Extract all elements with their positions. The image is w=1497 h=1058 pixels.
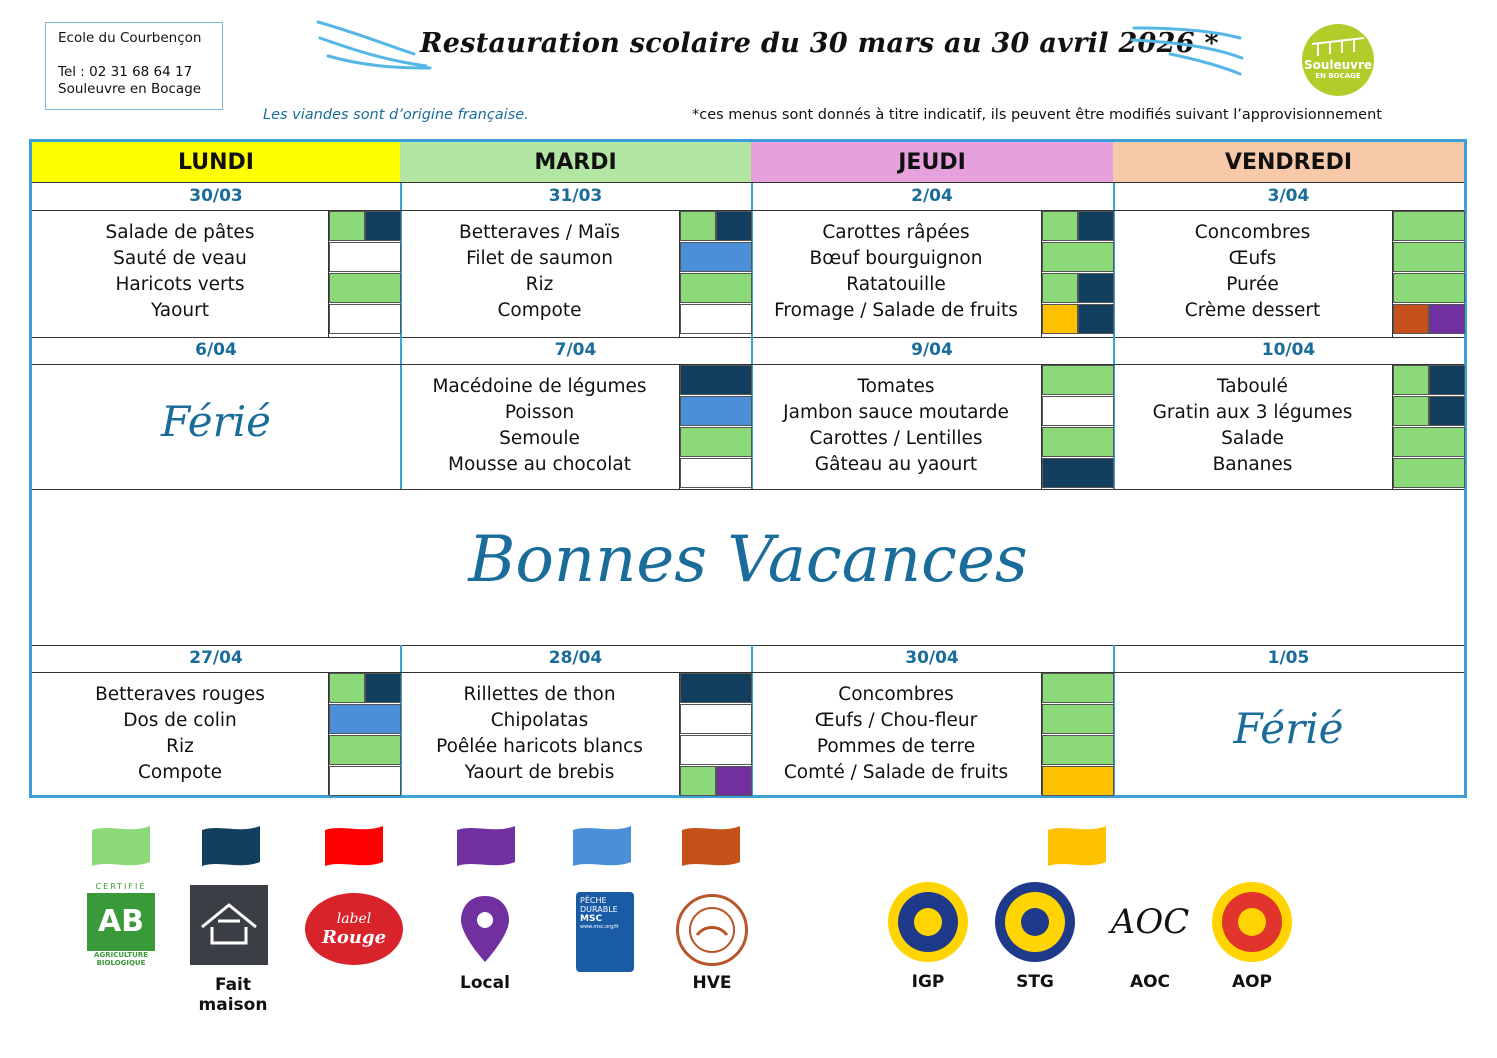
label-column [1392,210,1465,337]
seal-emblem [888,882,968,962]
day-header-mardi: MARDI [400,142,753,183]
label-bio [1393,427,1465,457]
label-column [1041,364,1114,489]
label-local [1429,304,1465,334]
dish-item: Crème dessert [1184,300,1321,321]
school-phone: Tel : 02 31 68 64 17 [58,64,193,80]
dish-item: Fromage / Salade de fruits [774,300,1018,321]
hve-label: HVE [692,973,732,993]
label-rouge-text-1: label [336,911,372,927]
label-bio [1042,211,1078,241]
menu-date: 3/04 [1113,183,1464,211]
msc-text-durable: DURABLE [580,905,618,914]
dish-item: Œufs [1228,248,1277,269]
aoc-seal-icon [1110,882,1190,962]
fait-maison-label: Fait maison [198,975,268,1015]
label-bio [1042,673,1114,703]
label-bio [1042,704,1114,734]
menu-disclaimer: *ces menus sont donnés à titre indicatif, ils peuvent être modifiés suivant l’approvisionnement [692,107,1382,123]
label-bio [680,427,752,457]
msc-text-url: www.msc.org/fr [580,924,619,930]
souleuvre-logo [1302,24,1374,96]
dish-item: Chipolatas [490,710,589,731]
label-msc [329,704,401,734]
legend-flag-fait-maison [200,824,262,870]
seal-label-aop: AOP [1231,972,1273,992]
dish-item: Jambon sauce moutarde [783,402,1009,423]
label-column [328,672,401,795]
dish-item: Riz [166,736,194,757]
menu-cell-vendredi [1113,645,1464,795]
label-fait-maison [365,673,401,703]
label-bio [1393,365,1429,395]
seal-emblem [1212,882,1292,962]
dish-item: Filet de saumon [466,248,613,269]
menu-date: 10/04 [1113,337,1464,365]
dish-item: Salade de pâtes [105,222,255,243]
stg-seal-icon [995,882,1075,962]
legend-flag-label-rouge [323,824,385,870]
seal-label-stg: STG [1016,972,1054,992]
legend-flag-msc [571,824,633,870]
holiday-ferie: Férié [1233,703,1344,753]
label-msc [680,396,752,426]
dish-item: Betteraves / Maïs [459,222,620,243]
dish-item: Poisson [504,402,575,423]
label-bio [1042,242,1114,272]
hve-seal-icon [676,894,748,966]
menu-date: 30/03 [32,183,400,211]
dish-item: Concombres [838,684,954,705]
label-bio [1042,365,1114,395]
label-bio [1393,273,1465,303]
legend-flag-bio [90,824,152,870]
holiday-ferie: Férié [160,396,272,446]
menu-date: 28/04 [400,645,751,673]
day-header-lundi: LUNDI [32,142,402,183]
legend-flag-local [455,824,517,870]
label-hve [1393,304,1429,334]
logo-text-1: Souleuvre [1303,58,1373,72]
right-swirl-decoration [1130,24,1250,78]
legend-flag-quality [1046,824,1108,870]
school-contact-box [45,22,223,110]
label-column [1041,672,1114,795]
label-column [1392,364,1465,489]
label-empty [680,735,752,765]
dish-item: Taboulé [1217,376,1288,397]
menu-date: 6/04 [32,337,400,365]
label-msc [680,242,752,272]
label-igp-stg-aoc-aop [1042,766,1114,796]
menu-cell-lundi [32,183,402,337]
label-empty [1042,396,1114,426]
ab-certifie-text: CERTIFIÉ [95,882,147,891]
msc-peche-durable-icon [576,892,634,972]
label-fait-maison [680,673,752,703]
label-fait-maison [1429,396,1465,426]
week-separator [32,489,1464,490]
menu-cell-jeudi [751,645,1115,795]
legend-flag-hve [680,824,742,870]
label-empty [329,766,401,796]
label-bio [1393,211,1465,241]
label-bio [1042,427,1114,457]
dish-item: Gratin aux 3 légumes [1152,402,1353,423]
dish-item: Salade [1221,428,1284,449]
label-bio [680,766,716,796]
menu-cell-vendredi [1113,337,1464,489]
menu-cell-mardi [400,183,753,337]
msc-text-msc: MSC [580,914,603,924]
dish-item: Rillettes de thon [463,684,616,705]
label-column [679,210,752,337]
label-fait-maison [365,211,401,241]
label-empty [329,242,401,272]
msc-text-peche: PÊCHE [580,896,607,905]
label-column [679,364,752,489]
dish-item: Bœuf bourguignon [809,248,983,269]
dish-item: Ratatouille [846,274,946,295]
dish-item: Carottes râpées [822,222,970,243]
label-bio [1393,458,1465,488]
dish-item: Carottes / Lentilles [809,428,983,449]
dish-item: Macédoine de légumes [432,376,647,397]
dish-item: Dos de colin [123,710,237,731]
map-pin-shape [455,892,515,972]
day-header-jeudi: JEUDI [751,142,1115,183]
menu-date: 7/04 [400,337,751,365]
label-fait-maison [716,211,752,241]
menu-cell-lundi [32,337,402,489]
ab-logo-box: AB [87,893,155,951]
igp-seal-icon [888,882,968,962]
label-local [716,766,752,796]
menu-table [29,139,1467,798]
aop-seal-icon [1212,882,1292,962]
label-bio [1042,273,1078,303]
menu-cell-lundi [32,645,402,795]
menu-cell-mardi [400,337,753,489]
label-empty [680,704,752,734]
menu-date: 27/04 [32,645,400,673]
label-bio [329,735,401,765]
dish-item: Gâteau au yaourt [814,454,978,475]
label-fait-maison [1078,273,1114,303]
dish-item: Semoule [499,428,580,449]
menu-date: 31/03 [400,183,751,211]
dish-item: Compote [497,300,582,321]
label-igp-stg-aoc-aop [1042,304,1078,334]
menu-cell-jeudi [751,337,1115,489]
seal-emblem [995,882,1075,962]
local-label: Local [460,973,510,993]
dish-item: Poêlée haricots blancs [436,736,643,757]
contact-spacer [58,47,210,64]
dish-item: Pommes de terre [816,736,976,757]
hve-inner-icon [679,897,745,963]
vacation-banner: Bonnes Vacances [468,523,1028,597]
label-bio [329,673,365,703]
label-rouge-text-2: Rouge [321,927,387,948]
dish-item: Concombres [1194,222,1311,243]
aoc-seal-text: AOC [1110,902,1190,942]
label-bio [680,273,752,303]
label-fait-maison [1078,211,1114,241]
seal-label-aoc: AOC [1129,972,1171,992]
label-bio [1042,735,1114,765]
dish-item: Yaourt de brebis [464,762,615,783]
label-fait-maison [1429,365,1465,395]
seal-label-igp: IGP [911,972,945,992]
menu-date: 1/05 [1113,645,1464,673]
location-pin-icon [455,892,515,972]
menu-date: 2/04 [751,183,1113,211]
dish-item: Betteraves rouges [95,684,265,705]
dish-item: Haricots verts [115,274,245,295]
dish-item: Purée [1226,274,1279,295]
house-outline-icon [190,885,268,965]
dish-item: Sauté de veau [113,248,247,269]
dish-item: Tomates [857,376,935,397]
ab-text-biologique: BIOLOGIQUE [96,959,146,967]
meat-origin-note: Les viandes sont d’origine française. [263,107,529,123]
label-column [1041,210,1114,337]
label-bio [1393,242,1465,272]
menu-date: 30/04 [751,645,1113,673]
label-bio [329,273,401,303]
dish-item: Yaourt [151,300,209,321]
day-header-vendredi: VENDREDI [1113,142,1464,183]
dish-item: Comté / Salade de fruits [783,762,1009,783]
menu-cell-jeudi [751,183,1115,337]
label-empty [680,458,752,488]
dish-item: Œufs / Chou-fleur [814,710,978,731]
label-column [679,672,752,795]
ab-agriculture-biologique-icon [87,882,155,974]
menu-cell-vendredi [1113,183,1464,337]
dish-item: Bananes [1212,454,1293,475]
label-bio [329,211,365,241]
label-rouge-icon [305,893,403,965]
dish-item: Compote [138,762,222,783]
ab-text-agriculture: AGRICULTURE [94,951,148,959]
logo-text-2: EN BOCAGE [1315,72,1361,80]
menu-date: 9/04 [751,337,1113,365]
fait-maison-house-icon [190,885,268,965]
label-legend [0,820,1497,1020]
label-bio [680,211,716,241]
label-fait-maison [1078,304,1114,334]
dish-item: Riz [525,274,554,295]
page-title: Restauration scolaire du 30 mars au 30 avril 2026 * [420,28,1219,59]
label-column [328,210,401,337]
label-fait-maison [680,365,752,395]
label-fait-maison [1042,458,1114,488]
school-town: Souleuvre en Bocage [58,81,202,97]
dish-item: Mousse au chocolat [448,454,631,475]
school-name: Ecole du Courbençon [58,30,202,46]
label-empty [680,304,752,334]
left-swirl-decoration [314,18,434,72]
label-bio [1393,396,1429,426]
menu-cell-mardi [400,645,753,795]
label-empty [329,304,401,334]
